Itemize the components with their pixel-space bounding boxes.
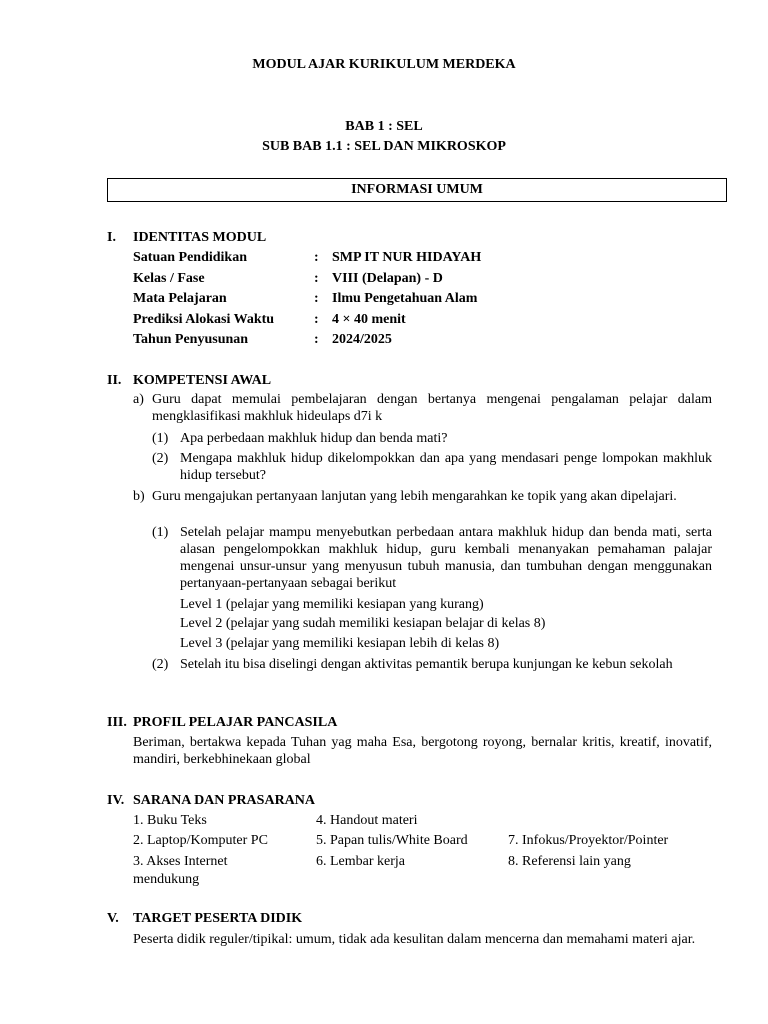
level-item: Level 1 (pelajar yang memiliki kesiapan yang kurang) <box>180 597 484 612</box>
identity-colon: : <box>314 332 319 347</box>
list-marker: b) <box>133 489 145 504</box>
level-item: Level 3 (pelajar yang memiliki kesiapan lebih di kelas 8) <box>180 636 500 651</box>
identity-value: Ilmu Pengetahuan Alam <box>332 291 478 306</box>
section-number: I. <box>107 230 116 245</box>
identity-value: VIII (Delapan) - D <box>332 271 443 286</box>
facility-item: 4. Handout materi <box>316 813 418 828</box>
identity-value: SMP IT NUR HIDAYAH <box>332 250 482 265</box>
facility-item: 8. Referensi lain yang <box>508 854 631 869</box>
identity-label: Prediksi Alokasi Waktu <box>133 312 275 327</box>
paragraph-a: Guru dapat memulai pembelajaran dengan bertanya mengenai pengalaman pelajar dalam mengklasifikasi makhluk hideulaps d7i k <box>152 392 712 424</box>
identity-colon: : <box>314 312 319 327</box>
subchapter-title: SUB BAB 1.1 : SEL DAN MIKROSKOP <box>262 139 506 154</box>
identity-label: Satuan Pendidikan <box>133 250 247 265</box>
identity-colon: : <box>314 271 319 286</box>
section-title-profil: PROFIL PELAJAR PANCASILA <box>133 715 338 730</box>
paragraph-b2: Setelah itu bisa diselingi dengan aktivitas pemantik berupa kunjungan ke kebun sekolah <box>180 657 673 672</box>
section-title-target: TARGET PESERTA DIDIK <box>133 911 303 926</box>
facility-item: 6. Lembar kerja <box>316 854 406 869</box>
facility-item: 1. Buku Teks <box>133 813 207 828</box>
identity-label: Kelas / Fase <box>133 271 205 286</box>
section-number: V. <box>107 911 119 926</box>
profil-text: Beriman, bertakwa kepada Tuhan yag maha Esa, bergotong royong, bernalar kritis, kreatif, inovatif, mandiri, berkebhinekaan global <box>133 735 712 767</box>
identity-value: 4 × 40 menit <box>332 312 406 327</box>
section-number: III. <box>107 715 127 730</box>
paragraph-b1: Setelah pelajar mampu menyebutkan perbedaan antara makhluk hidup dan benda mati, serta alasan pengelompokkan makhluk hidup, guru kembali menanyakan pemahaman palajar mengenai unsur-unsur yang menyusun tubuh manusia, dan tumbuhan dengan menggunakan pertanyaan-pertanyaan sebagai berikut <box>180 525 712 591</box>
list-marker: (1) <box>152 525 169 540</box>
facility-item: 7. Infokus/Proyektor/Pointer <box>508 833 669 848</box>
list-marker: a) <box>133 392 144 407</box>
section-number: II. <box>107 373 122 388</box>
identity-label: Tahun Penyusunan <box>133 332 249 347</box>
section-title-identitas: IDENTITAS MODUL <box>133 230 267 245</box>
facility-item: 2. Laptop/Komputer PC <box>133 833 268 848</box>
document-title: MODUL AJAR KURIKULUM MERDEKA <box>252 57 516 72</box>
question-item: Apa perbedaan makhluk hidup dan benda mati? <box>180 431 448 446</box>
chapter-title: BAB 1 : SEL <box>345 119 423 134</box>
target-text: Peserta didik reguler/tipikal: umum, tidak ada kesulitan dalam mencerna dan memahami materi ajar. <box>133 932 696 947</box>
identity-colon: : <box>314 291 319 306</box>
list-marker: (2) <box>152 657 169 672</box>
question-item: Mengapa makhluk hidup dikelompokkan dan apa yang mendasari penge lompokan makhluk hidup tersebut? <box>180 451 712 483</box>
facility-item: 3. Akses Internet <box>133 854 228 869</box>
identity-label: Mata Pelajaran <box>133 291 227 306</box>
paragraph-b: Guru mengajukan pertanyaan lanjutan yang lebih mengarahkan ke topik yang akan dipelajari. <box>152 489 677 504</box>
info-box-heading: INFORMASI UMUM <box>107 178 727 202</box>
section-title-sarana: SARANA DAN PRASARANA <box>133 793 316 808</box>
identity-colon: : <box>314 250 319 265</box>
facility-item: 5. Papan tulis/White Board <box>316 833 468 848</box>
level-item: Level 2 (pelajar yang sudah memiliki kesiapan belajar di kelas 8) <box>180 616 546 631</box>
section-number: IV. <box>107 793 125 808</box>
section-title-kompetensi: KOMPETENSI AWAL <box>133 373 272 388</box>
list-marker: (2) <box>152 451 169 466</box>
facility-item-continuation: mendukung <box>133 872 200 887</box>
identity-value: 2024/2025 <box>332 332 392 347</box>
list-marker: (1) <box>152 431 169 446</box>
